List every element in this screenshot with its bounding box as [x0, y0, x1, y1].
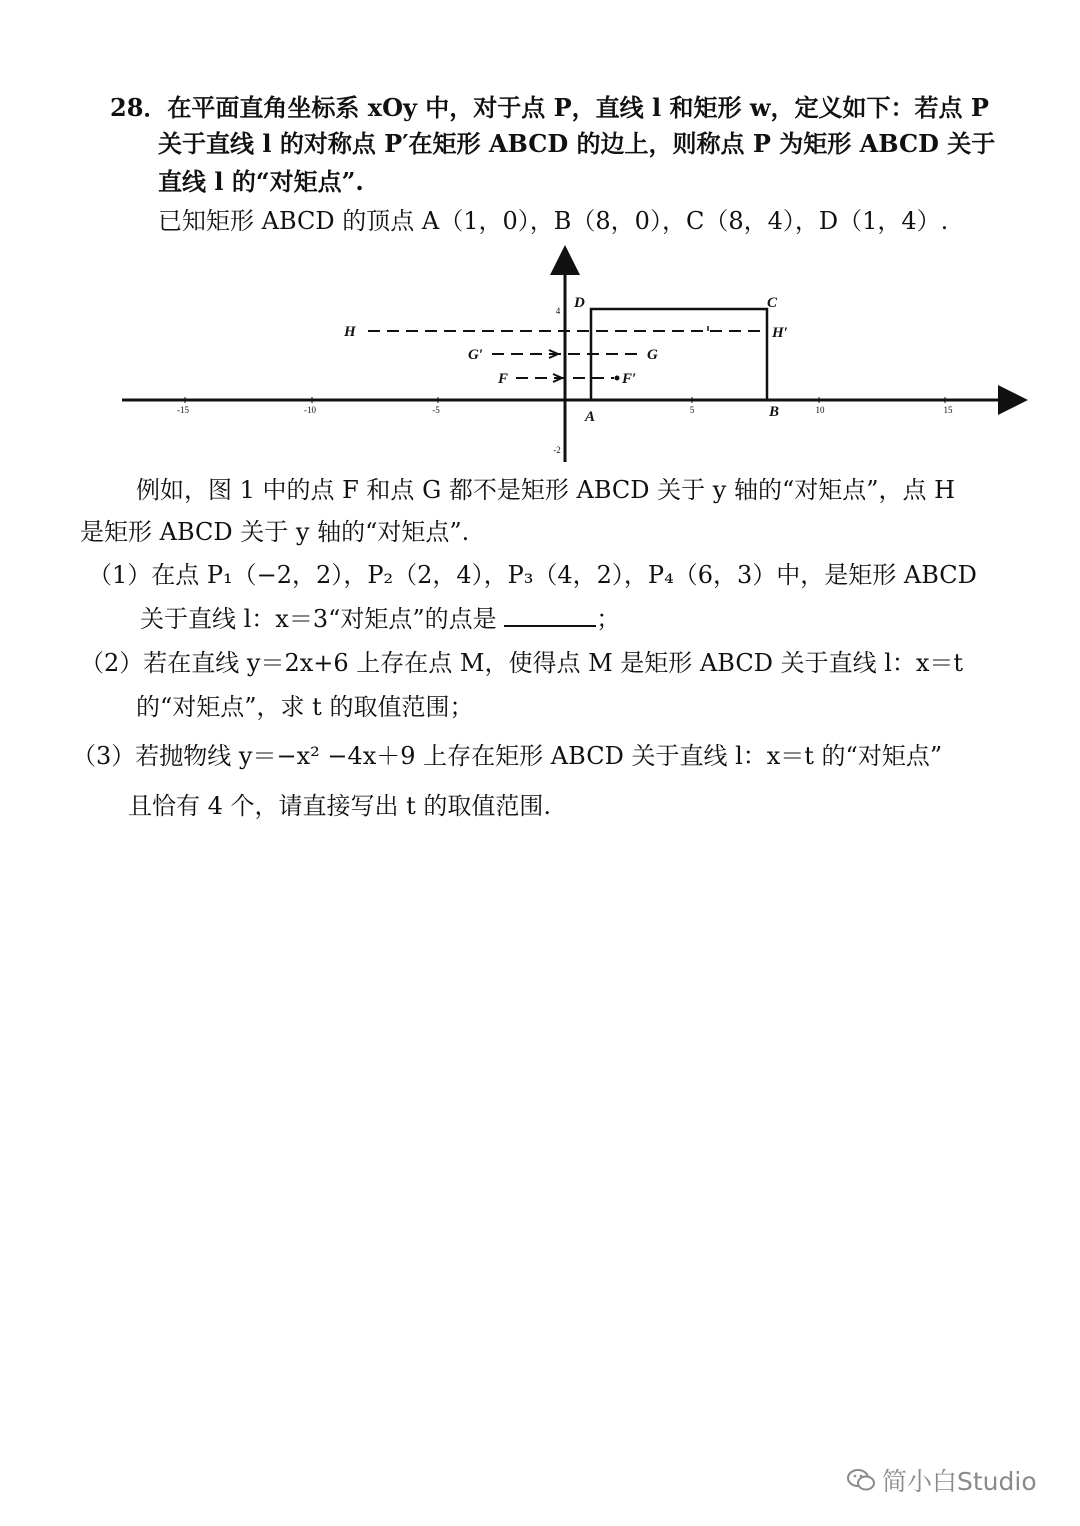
x-tick-label: 5	[689, 405, 695, 415]
problem-intro-line-1	[110, 92, 989, 124]
question-1-line-2	[140, 603, 620, 635]
question-3-line-1: （3）若抛物线 y＝−x² −4x＋9 上存在矩形 ABCD 关于直线 l：x＝t 的“对矩点”	[72, 742, 943, 770]
watermark-text: 简小白Studio	[882, 1467, 1037, 1496]
x-tick-label: -5	[432, 405, 440, 415]
x-tick-label: -10	[304, 405, 316, 415]
coordinate-figure	[0, 240, 1080, 470]
watermark	[846, 1462, 1037, 1499]
label-g-prime: G′	[468, 347, 484, 363]
question-1-prompt: 关于直线 l：x＝3“对矩点”的点是	[140, 605, 497, 633]
question-1-line-1: （1）在点 P₁（−2，2），P₂（2，4），P₃（4，2），P₄（6，3）中，是矩形 ABCD	[88, 561, 977, 589]
label-h-prime: H′	[772, 325, 788, 341]
y-tick-label: -2	[553, 445, 561, 455]
example-line-2: 是矩形 ABCD 关于 y 轴的“对矩点”.	[80, 518, 470, 546]
y-tick-label: 4	[555, 306, 561, 316]
problem-intro-line-2: 关于直线 l 的对称点 P′在矩形 ABCD 的边上，则称点 P 为矩形 ABCD 关于	[158, 129, 996, 158]
problem-number: 28．	[110, 93, 168, 122]
wechat-icon	[846, 1467, 876, 1499]
problem-intro-text-1: 在平面直角坐标系 xOy 中，对于点 P，直线 l 和矩形 w，定义如下：若点 P	[167, 93, 989, 122]
question-1-end: ；	[596, 605, 621, 633]
question-2-line-2: 的“对矩点”，求 t 的取值范围；	[136, 693, 474, 721]
problem-intro-line-3: 直线 l 的“对矩点”.	[158, 167, 364, 196]
question-3-line-2: 且恰有 4 个，请直接写出 t 的取值范围.	[128, 792, 552, 820]
label-c: C	[767, 295, 778, 311]
question-2-line-1: （2）若在直线 y＝2x+6 上存在点 M，使得点 M 是矩形 ABCD 关于直线 l：x＝t	[80, 649, 964, 677]
label-g: G	[647, 347, 658, 363]
x-tick-label: 10	[815, 405, 825, 415]
x-tick-label: -15	[177, 405, 189, 415]
label-f-prime: F′	[622, 371, 637, 387]
answer-blank[interactable]	[504, 603, 596, 627]
label-f: F	[498, 371, 509, 387]
example-line-1: 例如，图 1 中的点 F 和点 G 都不是矩形 ABCD 关于 y 轴的“对矩点”，点 H	[136, 476, 956, 504]
problem-given-vertices: 已知矩形 ABCD 的顶点 A（1，0），B（8，0），C（8，4），D（1，4）.	[158, 207, 949, 235]
label-h: H	[344, 324, 356, 340]
x-tick-label: 15	[943, 405, 953, 415]
label-b: B	[769, 404, 780, 420]
label-d: D	[574, 295, 585, 311]
label-a: A	[585, 409, 596, 425]
